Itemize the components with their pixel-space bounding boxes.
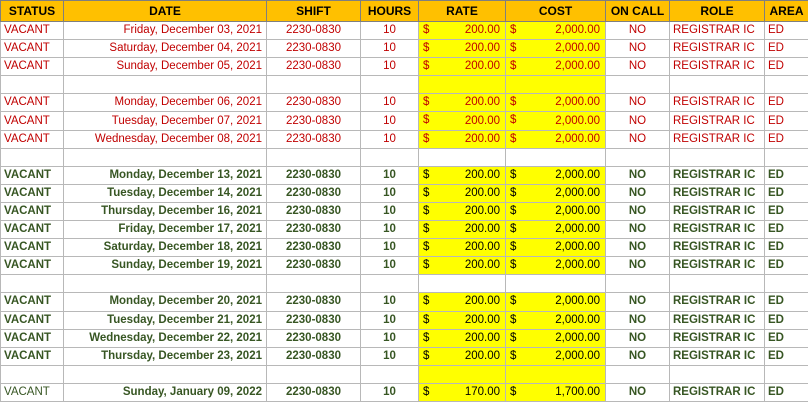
cell-cost[interactable] bbox=[506, 22, 606, 40]
cell-hours[interactable]: 10 bbox=[361, 239, 419, 257]
cell-area[interactable]: ED bbox=[765, 58, 808, 76]
cell-date[interactable]: Sunday, December 05, 2021 bbox=[64, 58, 267, 76]
currency-symbol: $ bbox=[423, 24, 430, 36]
cost-value: 2,000.00 bbox=[555, 24, 600, 37]
currency-symbol: $ bbox=[423, 259, 430, 272]
cell-date[interactable]: Wednesday, December 08, 2021 bbox=[64, 130, 267, 148]
rate-value: 200.00 bbox=[464, 204, 500, 217]
empty-cell[interactable] bbox=[1, 275, 64, 293]
rate-value: 200.00 bbox=[464, 42, 500, 55]
currency-symbol: $ bbox=[423, 295, 430, 308]
cell-shift[interactable]: 2230-0830 bbox=[267, 383, 361, 401]
header-role[interactable]: ROLE bbox=[670, 1, 765, 22]
rate-value: 200.00 bbox=[464, 114, 500, 127]
cell-hours[interactable]: 10 bbox=[361, 184, 419, 202]
cell-area[interactable]: ED bbox=[765, 383, 808, 401]
cell-role[interactable]: REGISTRAR IC bbox=[670, 257, 765, 275]
currency-symbol: $ bbox=[510, 349, 517, 362]
empty-cell[interactable] bbox=[606, 148, 670, 166]
cell-shift[interactable]: 2230-0830 bbox=[267, 202, 361, 220]
cell-role[interactable]: REGISTRAR IC bbox=[670, 293, 765, 311]
cell-cost[interactable] bbox=[506, 202, 606, 220]
currency-symbol: $ bbox=[423, 42, 430, 55]
spacer-row bbox=[1, 275, 808, 293]
table-row bbox=[1, 383, 808, 401]
currency-symbol: $ bbox=[510, 204, 517, 217]
table-row bbox=[1, 58, 808, 76]
cell-date[interactable]: Friday, December 03, 2021 bbox=[64, 22, 267, 40]
currency-symbol: $ bbox=[510, 114, 517, 127]
cell-date[interactable]: Sunday, December 19, 2021 bbox=[64, 257, 267, 275]
header-on-call[interactable]: ON CALL bbox=[606, 1, 670, 22]
cost-value: 2,000.00 bbox=[555, 114, 600, 127]
cell-hours[interactable]: 10 bbox=[361, 257, 419, 275]
cell-status[interactable]: VACANT bbox=[1, 112, 64, 130]
cell-on-call[interactable]: NO bbox=[606, 166, 670, 184]
cell-on-call[interactable]: NO bbox=[606, 383, 670, 401]
cell-role[interactable]: REGISTRAR IC bbox=[670, 58, 765, 76]
table-row bbox=[1, 130, 808, 148]
cell-cost[interactable] bbox=[506, 239, 606, 257]
empty-cell[interactable] bbox=[1, 365, 64, 383]
cell-shift[interactable]: 2230-0830 bbox=[267, 184, 361, 202]
cell-shift[interactable]: 2230-0830 bbox=[267, 347, 361, 365]
currency-symbol: $ bbox=[423, 168, 430, 181]
currency-symbol: $ bbox=[510, 331, 517, 344]
cell-area[interactable]: ED bbox=[765, 311, 808, 329]
cell-area[interactable]: ED bbox=[765, 94, 808, 112]
cell-status[interactable]: VACANT bbox=[1, 239, 64, 257]
cell-role[interactable]: REGISTRAR IC bbox=[670, 166, 765, 184]
empty-cell[interactable] bbox=[765, 148, 808, 166]
empty-cell[interactable] bbox=[64, 365, 267, 383]
cell-cost[interactable] bbox=[506, 221, 606, 239]
cell-on-call[interactable]: NO bbox=[606, 94, 670, 112]
cell-shift[interactable]: 2230-0830 bbox=[267, 40, 361, 58]
cell-role[interactable]: REGISTRAR IC bbox=[670, 94, 765, 112]
rate-value: 170.00 bbox=[464, 385, 500, 398]
cell-role[interactable]: REGISTRAR IC bbox=[670, 311, 765, 329]
cost-value: 2,000.00 bbox=[555, 241, 600, 254]
cell-rate[interactable] bbox=[419, 22, 506, 40]
cell-cost[interactable] bbox=[506, 130, 606, 148]
cell-role[interactable]: REGISTRAR IC bbox=[670, 112, 765, 130]
cost-value: 2,000.00 bbox=[555, 295, 600, 308]
cell-area[interactable]: ED bbox=[765, 221, 808, 239]
cell-on-call[interactable]: NO bbox=[606, 239, 670, 257]
cell-shift[interactable]: 2230-0830 bbox=[267, 58, 361, 76]
cell-area[interactable]: ED bbox=[765, 22, 808, 40]
cell-role[interactable]: REGISTRAR IC bbox=[670, 184, 765, 202]
currency-symbol: $ bbox=[510, 295, 517, 308]
cell-on-call[interactable]: NO bbox=[606, 329, 670, 347]
cell-hours[interactable]: 10 bbox=[361, 293, 419, 311]
cell-rate[interactable] bbox=[419, 239, 506, 257]
cost-value: 1,700.00 bbox=[555, 385, 600, 398]
cell-shift[interactable]: 2230-0830 bbox=[267, 311, 361, 329]
cell-cost[interactable] bbox=[506, 311, 606, 329]
spacer-row bbox=[1, 148, 808, 166]
empty-cell[interactable] bbox=[361, 76, 419, 94]
currency-symbol: $ bbox=[510, 60, 517, 73]
cell-status[interactable]: VACANT bbox=[1, 130, 64, 148]
table-row bbox=[1, 112, 808, 130]
cell-hours[interactable]: 10 bbox=[361, 94, 419, 112]
currency-symbol: $ bbox=[510, 42, 517, 55]
cell-cost[interactable] bbox=[506, 40, 606, 58]
cell-area[interactable]: ED bbox=[765, 329, 808, 347]
rate-value: 200.00 bbox=[464, 24, 500, 37]
table-row bbox=[1, 293, 808, 311]
spacer-row bbox=[1, 76, 808, 94]
empty-cell[interactable] bbox=[64, 76, 267, 94]
cell-rate[interactable] bbox=[419, 130, 506, 148]
currency-symbol: $ bbox=[510, 168, 517, 181]
rate-value: 200.00 bbox=[464, 241, 500, 254]
cell-shift[interactable]: 2230-0830 bbox=[267, 166, 361, 184]
cell-cost[interactable] bbox=[506, 257, 606, 275]
empty-cell[interactable] bbox=[506, 148, 606, 166]
cell-on-call[interactable]: NO bbox=[606, 184, 670, 202]
cell-status[interactable]: VACANT bbox=[1, 58, 64, 76]
cell-shift[interactable]: 2230-0830 bbox=[267, 112, 361, 130]
table-row bbox=[1, 166, 808, 184]
rate-value: 200.00 bbox=[464, 168, 500, 181]
empty-cell[interactable] bbox=[606, 275, 670, 293]
header-hours[interactable]: HOURS bbox=[361, 1, 419, 22]
cell-cost[interactable] bbox=[506, 347, 606, 365]
cell-cost[interactable] bbox=[506, 293, 606, 311]
cell-on-call[interactable]: NO bbox=[606, 221, 670, 239]
cell-status[interactable]: VACANT bbox=[1, 257, 64, 275]
empty-cell[interactable] bbox=[670, 148, 765, 166]
empty-cell[interactable] bbox=[670, 365, 765, 383]
cell-rate[interactable] bbox=[419, 94, 506, 112]
cell-date[interactable]: Tuesday, December 14, 2021 bbox=[64, 184, 267, 202]
table-body bbox=[1, 22, 808, 402]
cell-on-call[interactable]: NO bbox=[606, 311, 670, 329]
cell-role[interactable]: REGISTRAR IC bbox=[670, 202, 765, 220]
cell-status[interactable]: VACANT bbox=[1, 221, 64, 239]
table-row bbox=[1, 221, 808, 239]
currency-symbol: $ bbox=[423, 349, 430, 362]
empty-cell[interactable] bbox=[64, 148, 267, 166]
cell-cost[interactable] bbox=[506, 329, 606, 347]
cell-area[interactable]: ED bbox=[765, 239, 808, 257]
cell-rate[interactable] bbox=[419, 40, 506, 58]
empty-cell[interactable] bbox=[1, 148, 64, 166]
header-rate[interactable]: RATE bbox=[419, 1, 506, 22]
cell-date[interactable]: Friday, December 17, 2021 bbox=[64, 221, 267, 239]
cell-shift[interactable]: 2230-0830 bbox=[267, 22, 361, 40]
table-row bbox=[1, 22, 808, 40]
currency-symbol: $ bbox=[510, 96, 517, 109]
cell-area[interactable]: ED bbox=[765, 112, 808, 130]
header-cost[interactable]: COST bbox=[506, 1, 606, 22]
cell-cost[interactable] bbox=[506, 58, 606, 76]
cell-status[interactable]: VACANT bbox=[1, 293, 64, 311]
rate-value: 200.00 bbox=[464, 313, 500, 326]
cell-on-call[interactable]: NO bbox=[606, 130, 670, 148]
currency-symbol: $ bbox=[510, 186, 517, 199]
cell-hours[interactable]: 10 bbox=[361, 40, 419, 58]
table-row bbox=[1, 94, 808, 112]
cell-role[interactable]: REGISTRAR IC bbox=[670, 221, 765, 239]
cell-status[interactable]: VACANT bbox=[1, 383, 64, 401]
currency-symbol: $ bbox=[510, 313, 517, 326]
cell-role[interactable]: REGISTRAR IC bbox=[670, 40, 765, 58]
cell-rate[interactable] bbox=[419, 58, 506, 76]
cell-area[interactable]: ED bbox=[765, 347, 808, 365]
empty-cell[interactable] bbox=[267, 148, 361, 166]
cell-shift[interactable]: 2230-0830 bbox=[267, 293, 361, 311]
cost-value: 2,000.00 bbox=[555, 313, 600, 326]
cell-role[interactable]: REGISTRAR IC bbox=[670, 329, 765, 347]
cell-on-call[interactable]: NO bbox=[606, 257, 670, 275]
cell-date[interactable]: Monday, December 13, 2021 bbox=[64, 166, 267, 184]
empty-cell[interactable] bbox=[506, 76, 606, 94]
empty-cell[interactable] bbox=[361, 365, 419, 383]
currency-symbol: $ bbox=[423, 132, 430, 145]
cell-hours[interactable]: 10 bbox=[361, 202, 419, 220]
cell-cost[interactable] bbox=[506, 112, 606, 130]
cell-area[interactable]: ED bbox=[765, 184, 808, 202]
cell-role[interactable]: REGISTRAR IC bbox=[670, 22, 765, 40]
cell-on-call[interactable]: NO bbox=[606, 58, 670, 76]
cell-date[interactable]: Saturday, December 18, 2021 bbox=[64, 239, 267, 257]
cost-value: 2,000.00 bbox=[555, 42, 600, 55]
cell-role[interactable]: REGISTRAR IC bbox=[670, 130, 765, 148]
header-status[interactable]: STATUS bbox=[1, 1, 64, 22]
empty-cell[interactable] bbox=[419, 275, 506, 293]
empty-cell[interactable] bbox=[506, 365, 606, 383]
cell-status[interactable]: VACANT bbox=[1, 40, 64, 58]
cost-value: 2,000.00 bbox=[555, 223, 600, 236]
cell-status[interactable]: VACANT bbox=[1, 166, 64, 184]
cell-shift[interactable]: 2230-0830 bbox=[267, 94, 361, 112]
cell-hours[interactable]: 10 bbox=[361, 311, 419, 329]
cell-rate[interactable] bbox=[419, 293, 506, 311]
cell-role[interactable]: REGISTRAR IC bbox=[670, 383, 765, 401]
empty-cell[interactable] bbox=[361, 275, 419, 293]
currency-symbol: $ bbox=[510, 241, 517, 254]
cell-status[interactable]: VACANT bbox=[1, 184, 64, 202]
cost-value: 2,000.00 bbox=[555, 349, 600, 362]
cell-cost[interactable] bbox=[506, 383, 606, 401]
cell-rate[interactable] bbox=[419, 347, 506, 365]
rate-value: 200.00 bbox=[464, 96, 500, 109]
cost-value: 2,000.00 bbox=[555, 96, 600, 109]
cost-value: 2,000.00 bbox=[555, 259, 600, 272]
empty-cell[interactable] bbox=[606, 365, 670, 383]
empty-cell[interactable] bbox=[670, 76, 765, 94]
cell-status[interactable]: VACANT bbox=[1, 22, 64, 40]
cell-date[interactable]: Monday, December 20, 2021 bbox=[64, 293, 267, 311]
currency-symbol: $ bbox=[423, 331, 430, 344]
empty-cell[interactable] bbox=[419, 148, 506, 166]
cell-role[interactable]: REGISTRAR IC bbox=[670, 239, 765, 257]
empty-cell[interactable] bbox=[419, 76, 506, 94]
cell-area[interactable]: ED bbox=[765, 293, 808, 311]
rate-value: 200.00 bbox=[464, 186, 500, 199]
currency-symbol: $ bbox=[423, 204, 430, 217]
empty-cell[interactable] bbox=[765, 76, 808, 94]
cell-rate[interactable] bbox=[419, 112, 506, 130]
empty-cell[interactable] bbox=[64, 275, 267, 293]
cell-date[interactable]: Wednesday, December 22, 2021 bbox=[64, 329, 267, 347]
cell-hours[interactable]: 10 bbox=[361, 22, 419, 40]
currency-symbol: $ bbox=[510, 223, 517, 236]
currency-symbol: $ bbox=[423, 385, 430, 398]
table-row bbox=[1, 347, 808, 365]
cell-hours[interactable]: 10 bbox=[361, 166, 419, 184]
currency-symbol: $ bbox=[510, 385, 517, 398]
cost-value: 2,000.00 bbox=[555, 132, 600, 145]
currency-symbol: $ bbox=[423, 60, 430, 73]
header-area[interactable]: AREA bbox=[765, 1, 808, 22]
empty-cell[interactable] bbox=[1, 76, 64, 94]
header-row bbox=[1, 1, 808, 22]
header-shift[interactable]: SHIFT bbox=[267, 1, 361, 22]
cell-on-call[interactable]: NO bbox=[606, 112, 670, 130]
cell-role[interactable]: REGISTRAR IC bbox=[670, 347, 765, 365]
currency-symbol: $ bbox=[510, 132, 517, 145]
empty-cell[interactable] bbox=[506, 275, 606, 293]
cell-hours[interactable]: 10 bbox=[361, 221, 419, 239]
cell-area[interactable]: ED bbox=[765, 257, 808, 275]
table-row bbox=[1, 311, 808, 329]
currency-symbol: $ bbox=[423, 114, 430, 127]
cell-area[interactable]: ED bbox=[765, 40, 808, 58]
cell-date[interactable]: Thursday, December 16, 2021 bbox=[64, 202, 267, 220]
cell-on-call[interactable]: NO bbox=[606, 347, 670, 365]
cell-rate[interactable] bbox=[419, 184, 506, 202]
cell-cost[interactable] bbox=[506, 94, 606, 112]
table-row bbox=[1, 184, 808, 202]
cost-value: 2,000.00 bbox=[555, 331, 600, 344]
cell-date[interactable]: Saturday, December 04, 2021 bbox=[64, 40, 267, 58]
cost-value: 2,000.00 bbox=[555, 204, 600, 217]
cell-rate[interactable] bbox=[419, 166, 506, 184]
cell-hours[interactable]: 10 bbox=[361, 112, 419, 130]
cell-status[interactable]: VACANT bbox=[1, 347, 64, 365]
cell-status[interactable]: VACANT bbox=[1, 202, 64, 220]
empty-cell[interactable] bbox=[267, 365, 361, 383]
currency-symbol: $ bbox=[423, 186, 430, 199]
cell-cost[interactable] bbox=[506, 166, 606, 184]
cell-shift[interactable]: 2230-0830 bbox=[267, 239, 361, 257]
empty-cell[interactable] bbox=[606, 76, 670, 94]
currency-symbol: $ bbox=[423, 241, 430, 254]
table-row bbox=[1, 257, 808, 275]
cell-area[interactable]: ED bbox=[765, 202, 808, 220]
cell-hours[interactable]: 10 bbox=[361, 383, 419, 401]
table-row bbox=[1, 329, 808, 347]
cell-hours[interactable]: 10 bbox=[361, 347, 419, 365]
empty-cell[interactable] bbox=[361, 148, 419, 166]
empty-cell[interactable] bbox=[765, 275, 808, 293]
cell-rate[interactable] bbox=[419, 221, 506, 239]
cell-rate[interactable] bbox=[419, 383, 506, 401]
rate-value: 200.00 bbox=[464, 331, 500, 344]
rate-value: 200.00 bbox=[464, 349, 500, 362]
cost-value: 2,000.00 bbox=[555, 60, 600, 73]
cell-date[interactable]: Tuesday, December 07, 2021 bbox=[64, 112, 267, 130]
cell-status[interactable]: VACANT bbox=[1, 94, 64, 112]
cost-value: 2,000.00 bbox=[555, 168, 600, 181]
cell-hours[interactable]: 10 bbox=[361, 329, 419, 347]
table-row bbox=[1, 40, 808, 58]
cell-area[interactable]: ED bbox=[765, 130, 808, 148]
rate-value: 200.00 bbox=[464, 132, 500, 145]
cell-shift[interactable]: 2230-0830 bbox=[267, 257, 361, 275]
spacer-row bbox=[1, 365, 808, 383]
cell-area[interactable]: ED bbox=[765, 166, 808, 184]
empty-cell[interactable] bbox=[267, 76, 361, 94]
table-row bbox=[1, 202, 808, 220]
currency-symbol: $ bbox=[510, 259, 517, 272]
rate-value: 200.00 bbox=[464, 223, 500, 236]
cell-cost[interactable] bbox=[506, 184, 606, 202]
cell-shift[interactable]: 2230-0830 bbox=[267, 329, 361, 347]
cell-status[interactable]: VACANT bbox=[1, 329, 64, 347]
empty-cell[interactable] bbox=[419, 365, 506, 383]
empty-cell[interactable] bbox=[765, 365, 808, 383]
cell-on-call[interactable]: NO bbox=[606, 40, 670, 58]
currency-symbol: $ bbox=[510, 24, 517, 36]
empty-cell[interactable] bbox=[670, 275, 765, 293]
header-date[interactable]: DATE bbox=[64, 1, 267, 22]
empty-cell[interactable] bbox=[267, 275, 361, 293]
cell-on-call[interactable]: NO bbox=[606, 293, 670, 311]
cell-date[interactable]: Thursday, December 23, 2021 bbox=[64, 347, 267, 365]
cell-rate[interactable] bbox=[419, 329, 506, 347]
cell-shift[interactable]: 2230-0830 bbox=[267, 221, 361, 239]
currency-symbol: $ bbox=[423, 96, 430, 109]
cost-value: 2,000.00 bbox=[555, 186, 600, 199]
cell-hours[interactable]: 10 bbox=[361, 130, 419, 148]
cell-on-call[interactable]: NO bbox=[606, 202, 670, 220]
cell-status[interactable]: VACANT bbox=[1, 311, 64, 329]
currency-symbol: $ bbox=[423, 313, 430, 326]
rate-value: 200.00 bbox=[464, 60, 500, 73]
currency-symbol: $ bbox=[423, 223, 430, 236]
cell-date[interactable]: Tuesday, December 21, 2021 bbox=[64, 311, 267, 329]
cell-date[interactable]: Monday, December 06, 2021 bbox=[64, 94, 267, 112]
cell-rate[interactable] bbox=[419, 202, 506, 220]
cell-hours[interactable]: 10 bbox=[361, 58, 419, 76]
cell-rate[interactable] bbox=[419, 311, 506, 329]
rate-value: 200.00 bbox=[464, 295, 500, 308]
cell-on-call[interactable]: NO bbox=[606, 22, 670, 40]
cell-rate[interactable] bbox=[419, 257, 506, 275]
table-row bbox=[1, 239, 808, 257]
cell-date[interactable]: Sunday, January 09, 2022 bbox=[64, 383, 267, 401]
rate-value: 200.00 bbox=[464, 259, 500, 272]
cell-shift[interactable]: 2230-0830 bbox=[267, 130, 361, 148]
